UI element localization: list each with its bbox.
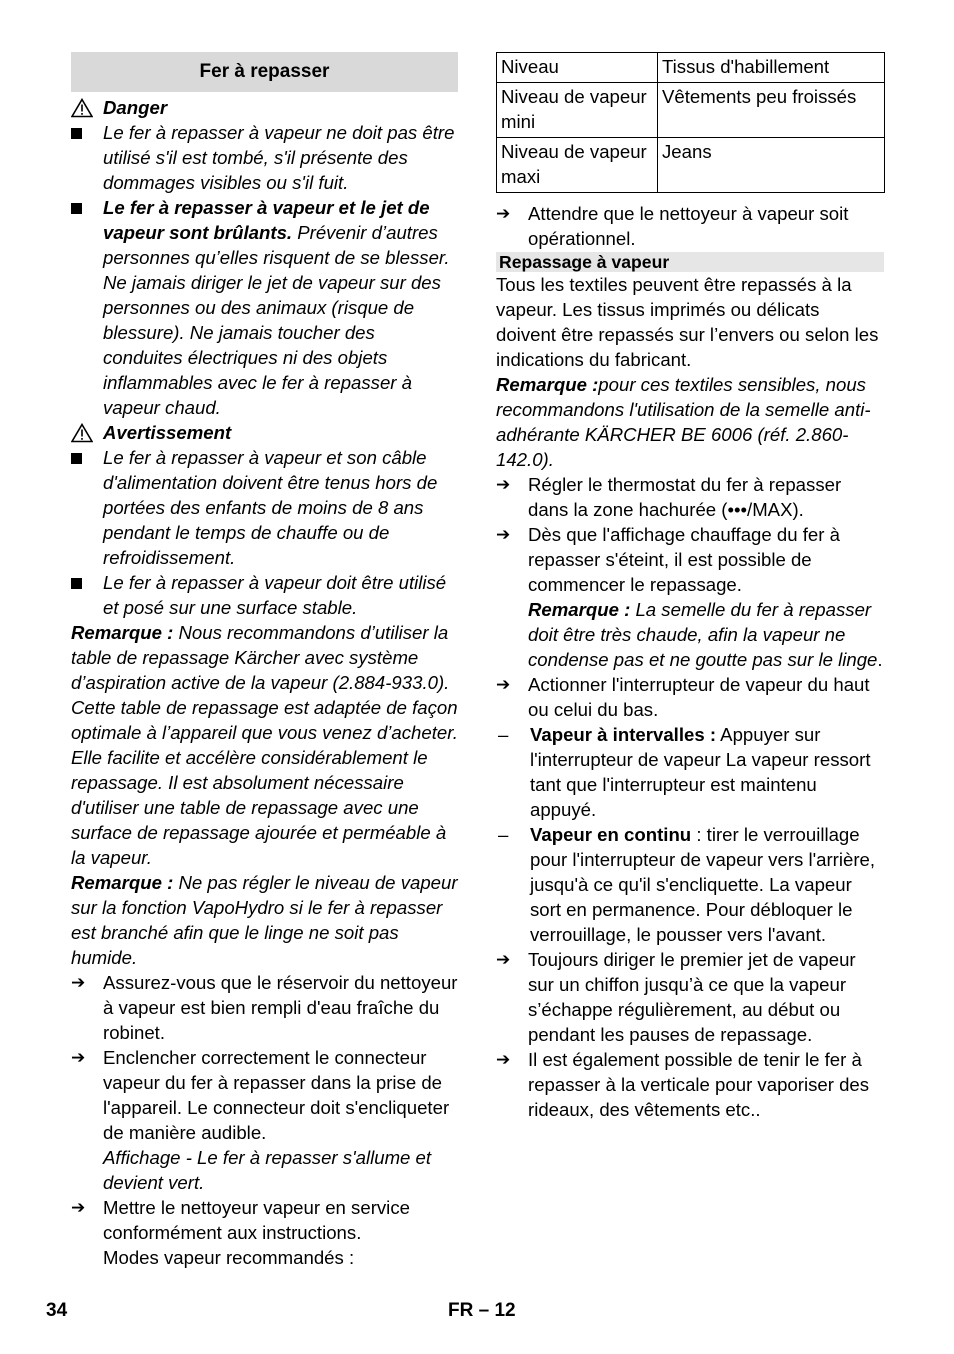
arrow-right-icon: ➔	[496, 475, 511, 494]
list-item	[71, 570, 458, 620]
warning-title: Avertissement	[103, 422, 232, 443]
arrow-right-icon: ➔	[71, 1198, 86, 1217]
table-row	[497, 138, 885, 193]
warning-item-text: Le fer à repasser à vapeur et son câble d'alimentation doivent être tenus hors de portées des enfants de moins de 8 ans pendant le temps de chauffe ou de refroidissement.	[103, 447, 438, 568]
right-column	[496, 52, 884, 1122]
left-column	[71, 52, 458, 1270]
step-item: ➔ Enclencher correctement le connecteur vapeur du fer à repasser dans la prise de l'appareil. Le connecteur doit s'encliqueter de manière audible. Affichage - Le fer à repasser s'allume et devient vert.	[71, 1045, 458, 1195]
list-item	[71, 120, 458, 195]
steam-level-table	[496, 52, 885, 193]
arrow-right-icon: ➔	[71, 973, 86, 992]
section-title: Fer à repasser	[71, 52, 458, 92]
dash-marker: –	[498, 724, 509, 745]
table-header-row	[497, 53, 885, 83]
arrow-right-icon: ➔	[496, 950, 511, 969]
arrow-right-icon: ➔	[496, 675, 511, 694]
danger-heading	[71, 95, 458, 120]
warning-item-text: Le fer à repasser à vapeur doit être utilisé et posé sur une surface stable.	[103, 572, 447, 618]
table-row	[497, 83, 885, 138]
intro-paragraph: Tous les textiles peuvent être repassés à la vapeur. Les tissus imprimés ou délicats doivent être repassés sur l’envers ou selon les indications du fabricant.	[496, 274, 879, 370]
arrow-right-icon: ➔	[496, 1050, 511, 1069]
step-item: ➔ Toujours diriger le premier jet de vapeur sur un chiffon jusqu’à ce que la vapeur s’échappe régulièrement, au début ou pendant les pauses de repassage.	[496, 949, 856, 1045]
dash-item: – Vapeur à intervalles : Appuyer sur l'interrupteur de vapeur La vapeur ressort tant que l'interrupteur est maintenu appuyé.	[498, 724, 871, 820]
bullet-square-icon	[71, 578, 82, 589]
step-item: ➔ Attendre que le nettoyeur à vapeur soit opérationnel.	[496, 203, 849, 249]
arrow-right-icon: ➔	[496, 204, 511, 223]
list-item	[71, 195, 458, 420]
dash-marker: –	[498, 824, 509, 845]
danger-title: Danger	[103, 97, 168, 118]
note-paragraph: Remarque :pour ces textiles sensibles, nous recommandons l'utilisation de la semelle anti-adhérante KÄRCHER BE 6006 (réf. 2.860-142.0).	[496, 374, 871, 470]
list-item	[71, 445, 458, 570]
table-header-cell: Niveau	[497, 53, 658, 83]
bullet-square-icon	[71, 128, 82, 139]
step-item: ➔ Dès que l'affichage chauffage du fer à repasser s'éteint, il est possible de commencer le repassage. Remarque : La semelle du fer à repasser doit être très chaude, afin la vapeur ne condense pas et ne goutte pas sur le linge.	[496, 524, 883, 670]
display-note: Affichage - Le fer à repasser s'allume et devient vert.	[103, 1147, 432, 1193]
warning-triangle-icon	[71, 98, 93, 118]
note-paragraph: Remarque : La semelle du fer à repasser doit être très chaude, afin la vapeur ne condense pas et ne goutte pas sur le linge.	[528, 599, 883, 670]
section-page-label: FR – 12	[448, 1300, 516, 1321]
arrow-right-icon: ➔	[71, 1048, 86, 1067]
subsection-title: Repassage à vapeur	[496, 252, 884, 272]
warning-triangle-icon	[71, 423, 93, 443]
bullet-square-icon	[71, 453, 82, 464]
step-item: ➔ Il est également possible de tenir le fer à repasser à la verticale pour vaporiser des rideaux, des vêtements etc..	[496, 1049, 870, 1120]
note-paragraph: Remarque : Nous recommandons d’utiliser la table de repassage Kärcher avec système d’aspiration active de la vapeur (2.884-933.0). Cette table de repassage est adaptée de façon optimale à l’appareil que vous venez d’acheter. Elle facilite et accélère considérablement le repassage. Il est absolument nécessaire d'utiliser une table de repassage avec une surface de repassage ajourée et perméable à la vapeur.	[71, 622, 458, 868]
danger-item-text: Le fer à repasser à vapeur ne doit pas être utilisé s'il est tombé, s'il présente des dommages visibles ou s'il fuit.	[103, 122, 455, 193]
warning-heading	[71, 420, 458, 445]
step-item: ➔ Assurez-vous que le réservoir du nettoyeur à vapeur est bien rempli d'eau fraîche du robinet.	[71, 972, 458, 1043]
table-cell: Jeans	[658, 138, 885, 193]
arrow-right-icon: ➔	[496, 525, 511, 544]
table-header-cell: Tissus d'habillement	[658, 53, 885, 83]
table-cell: Niveau de vapeur maxi	[497, 138, 658, 193]
dash-item: – Vapeur en continu : tirer le verrouillage pour l'interrupteur de vapeur vers l'arrière, jusqu'à ce qu'il s'encliquette. La vapeur sort en permanence. Pour débloquer le verrouillage, le pousser vers l'avant.	[498, 824, 876, 945]
step-item: ➔ Régler le thermostat du fer à repasser dans la zone hachurée (•••/MAX).	[496, 474, 842, 520]
table-cell: Vêtements peu froissés	[658, 83, 885, 138]
step-item: ➔ Actionner l'interrupteur de vapeur du haut ou celui du bas.	[496, 674, 870, 720]
page-number: 34	[46, 1300, 68, 1321]
table-cell: Niveau de vapeur mini	[497, 83, 658, 138]
bullet-square-icon	[71, 203, 82, 214]
danger-item-text: Le fer à repasser à vapeur et le jet de vapeur sont brûlants. Prévenir d’autres personnes qu’elles risquent de se blesser. Ne jamais diriger le jet de vapeur sur des personnes ou des animaux (risque de blessure). Ne jamais toucher des conduites électriques ni des objets inflammables avec le fer à repasser à vapeur chaud.	[103, 197, 450, 418]
note-paragraph: Remarque : Ne pas régler le niveau de vapeur sur la fonction VapoHydro si le fer à repasser est branché afin que le linge ne soit pas humide.	[71, 872, 458, 968]
step-item: ➔ Mettre le nettoyeur vapeur en service conformément aux instructions. Modes vapeur recommandés :	[71, 1197, 410, 1268]
